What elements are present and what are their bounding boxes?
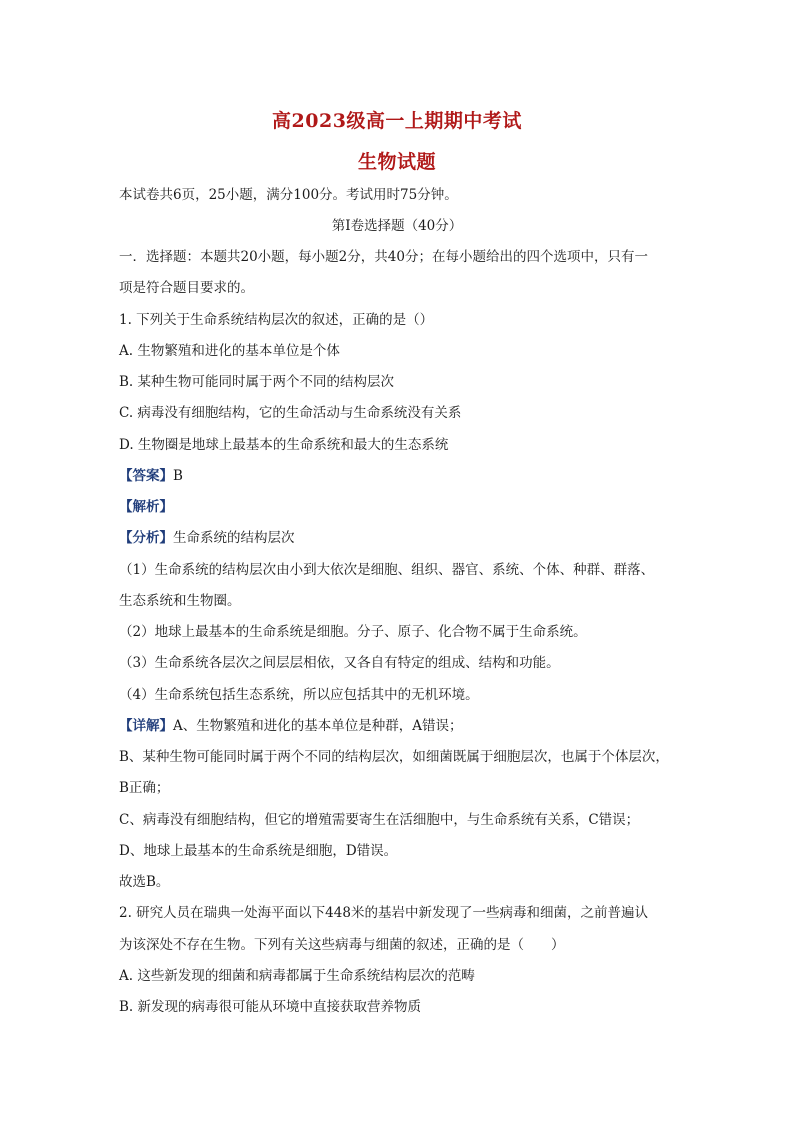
analysis-point-1-cont: 生态系统和生物圈。: [119, 593, 241, 609]
section-instruction-line1: 一．选择题：本题共20小题，每小题2分，共40分；在每小题给出的四个选项中，只有一: [119, 249, 648, 265]
detail-a-text: A、生物繁殖和进化的基本单位是种群，A错误；: [173, 718, 463, 734]
analysis-point-4: （4）生命系统包括生态系统，所以应包括其中的无机环境。: [119, 687, 479, 703]
fenxi-tag: 【分析】: [119, 530, 173, 546]
detail-line-b1: B、某种生物可能同时属于两个不同的结构层次，如细菌既属于细胞层次，也属于个体层次，: [119, 749, 669, 765]
fenxi-text: 生命系统的结构层次: [173, 530, 295, 546]
exam-subtitle: 生物试题: [357, 151, 436, 173]
question-1-option-a: A. 生物繁殖和进化的基本单位是个体: [119, 343, 340, 359]
conclusion-line: 故选B。: [119, 874, 170, 890]
analysis-point-2: （2）地球上最基本的生命系统是细胞。分子、原子、化合物不属于生命系统。: [119, 624, 587, 640]
question-2-option-b: B. 新发现的病毒很可能从环境中直接获取营养物质: [119, 999, 422, 1015]
answer-line: [119, 467, 183, 485]
detail-tag: 【详解】: [119, 718, 173, 734]
question-2-option-a: A. 这些新发现的细菌和病毒都属于生命系统结构层次的范畴: [119, 968, 475, 984]
exam-intro: 本试卷共6页，25小题，满分100分。考试用时75分钟。: [119, 187, 458, 203]
answer-tag: 【答案】: [119, 468, 173, 484]
exam-title: 高2023级高一上期期中考试: [272, 110, 522, 132]
question-1-option-c: C. 病毒没有细胞结构，它的生命活动与生命系统没有关系: [119, 405, 462, 421]
detail-line-d: D、地球上最基本的生命系统是细胞，D错误。: [119, 843, 398, 859]
fenxi-line: [119, 529, 295, 547]
analysis-tag: 【解析】: [119, 499, 173, 515]
analysis-line: [119, 498, 173, 516]
question-1-option-b: B. 某种生物可能同时属于两个不同的结构层次: [119, 374, 395, 390]
question-2-stem-line2: 为该深处不存在生物。下列有关这些病毒与细菌的叙述，正确的是（ ）: [119, 937, 565, 953]
detail-line-a: [119, 717, 463, 735]
section-instruction-line2: 项是符合题目要求的。: [119, 280, 254, 296]
detail-line-c: C、病毒没有细胞结构，但它的增殖需要寄生在活细胞中，与生命系统有关系，C错误；: [119, 812, 640, 828]
detail-line-b2: B正确；: [119, 780, 170, 796]
question-1-option-d: D. 生物圈是地球上最基本的生命系统和最大的生态系统: [119, 437, 449, 453]
analysis-point-1: （1）生命系统的结构层次由小到大依次是细胞、组织、器官、系统、个体、种群、群落、: [119, 562, 655, 578]
question-2-stem-line1: 2. 研究人员在瑞典一处海平面以下448米的基岩中新发现了一些病毒和细菌，之前普遍认: [119, 905, 648, 921]
answer-value: B: [173, 468, 183, 484]
analysis-point-3: （3）生命系统各层次之间层层相依，又各自有特定的组成、结构和功能。: [119, 655, 560, 671]
question-1-stem: 1. 下列关于生命系统结构层次的叙述，正确的是（）: [119, 312, 434, 328]
part-title: 第Ⅰ卷选择题（40分）: [331, 218, 463, 234]
